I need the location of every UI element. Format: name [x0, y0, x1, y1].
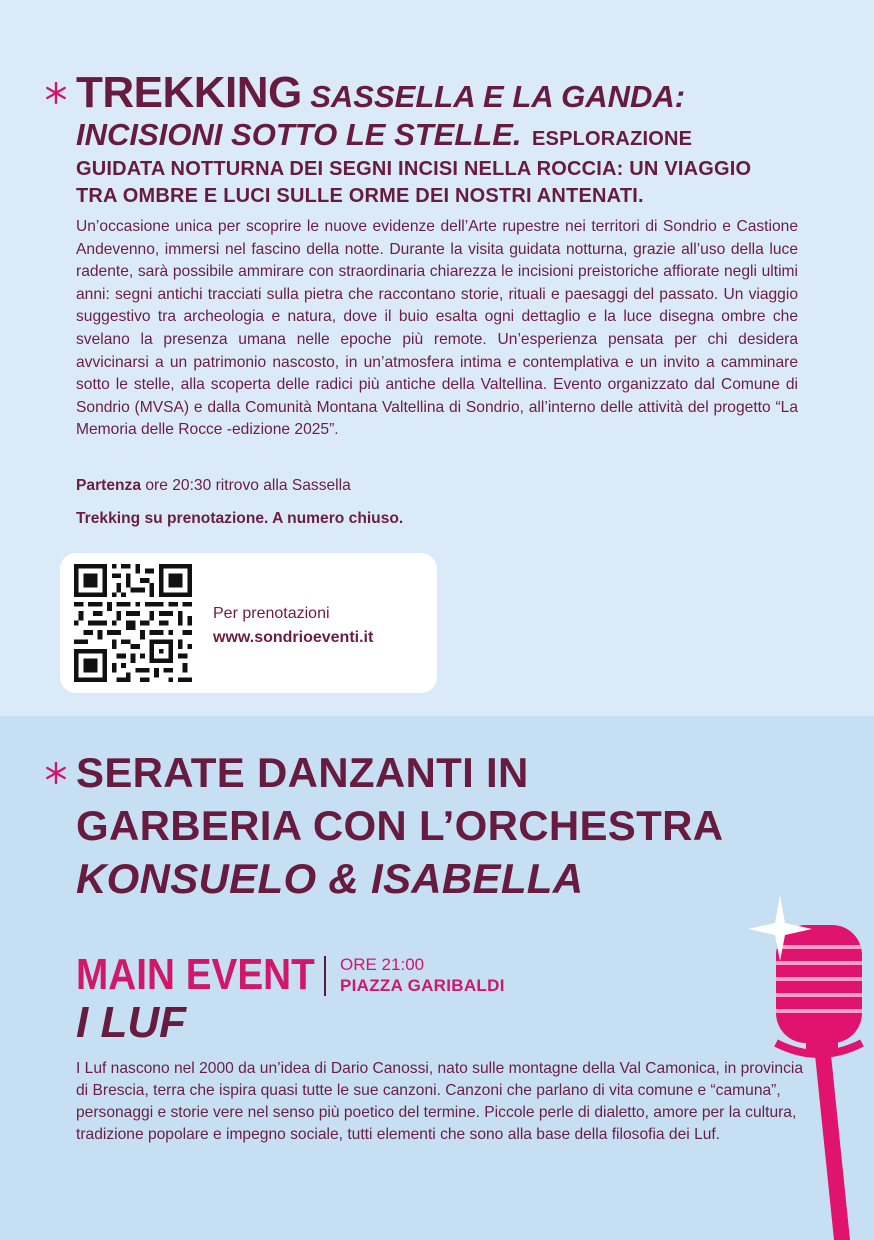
trekking-subtitle-3: TRA OMBRE E LUCI SULLE ORME DEI NOSTRI ANTENATI.: [76, 185, 644, 207]
trekking-title-italic-1: SASSELLA E LA GANDA:: [310, 79, 686, 114]
trekking-title-line-1: [76, 68, 685, 118]
trekking-title-line-2: [76, 117, 692, 153]
star-bullet-icon: [45, 82, 67, 104]
divider: [324, 956, 326, 996]
booking-label: Per prenotazioni: [213, 605, 330, 622]
serate-title-line-2: GARBERIA CON L’ORCHESTRA: [76, 802, 724, 849]
serate-title-line-1: SERATE DANZANTI IN: [76, 749, 529, 796]
trekking-subtitle-1: ESPLORAZIONE: [531, 128, 693, 150]
event-place: PIAZZA GARIBALDI: [340, 976, 505, 995]
artist-name: I LUF: [76, 998, 186, 1047]
trekking-title-main: TREKKING: [76, 68, 302, 117]
booking-note: Trekking su prenotazione. A numero chiuso.: [76, 510, 404, 527]
booking-url-link[interactable]: www.sondrioeventi.it: [213, 629, 374, 646]
event-time: ORE 21:00: [340, 955, 425, 974]
trekking-subtitle-2: GUIDATA NOTTURNA DEI SEGNI INCISI NELLA ROCCIA: UN VIAGGIO: [76, 158, 752, 180]
main-event-label: MAIN EVENT: [76, 950, 315, 999]
microphone-icon: [730, 895, 874, 1240]
qr-code-icon[interactable]: [74, 564, 192, 682]
trekking-title-italic-2: INCISIONI SOTTO LE STELLE.: [76, 117, 522, 152]
trekking-description: Un’occasione unica per scoprire le nuove evidenze dell’Arte rupestre nei territori di Sondrio e Castione Andevenno, immersi nel fascino della notte. Durante la visita guidata notturna, grazie all’uso della luce radente, sarà possibile ammirare con straordinaria chiarezza le incisioni preistoriche affiorate negli ultimi anni: segni antichi tracciati sulla pietra che raccontano storie, rituali e paesaggi del passato. Un viaggio suggestivo tra archeologia e natura, dove il buio esalta ogni dettaglio e la luce disegna ombre che svelano la presenza umana nelle epoche più remote. Un’esperienza pensata per chi desidera avvicinarsi a un patrimonio nascosto, in un’atmosfera intima e contemplativa e un invito a camminare sotto le stelle, alla scoperta delle radici più antiche della Valtellina. Evento organizzato dal Comune di Sondrio (MVSA) e dalla Comunità Montana Valtellina di Sondrio, all’interno delle attività del progetto “La Memoria delle Rocce -edizione 2025”.: [76, 218, 798, 439]
departure-info: [76, 475, 798, 498]
serate-title-line-3: KONSUELO & ISABELLA: [76, 855, 584, 902]
departure-text: ore 20:30 ritrovo alla Sassella: [145, 477, 351, 494]
artist-description: I Luf nascono nel 2000 da un’idea di Dario Canossi, nato sulle montagne della Val Camonica, in provincia di Brescia, terra che ispira quasi tutte le sue canzoni. Canzoni che parlano di vita comune e “camuna”, personaggi e storie vere nel senso più poetico del termine. Piccole perle di dialetto, amore per la cultura, tradizione popolare e impegno sociale, tutti elementi che sono alla base della filosofia dei Luf.: [76, 1060, 804, 1143]
departure-label: Partenza: [76, 477, 142, 494]
booking-info: [213, 602, 373, 650]
star-bullet-icon: [45, 762, 67, 784]
